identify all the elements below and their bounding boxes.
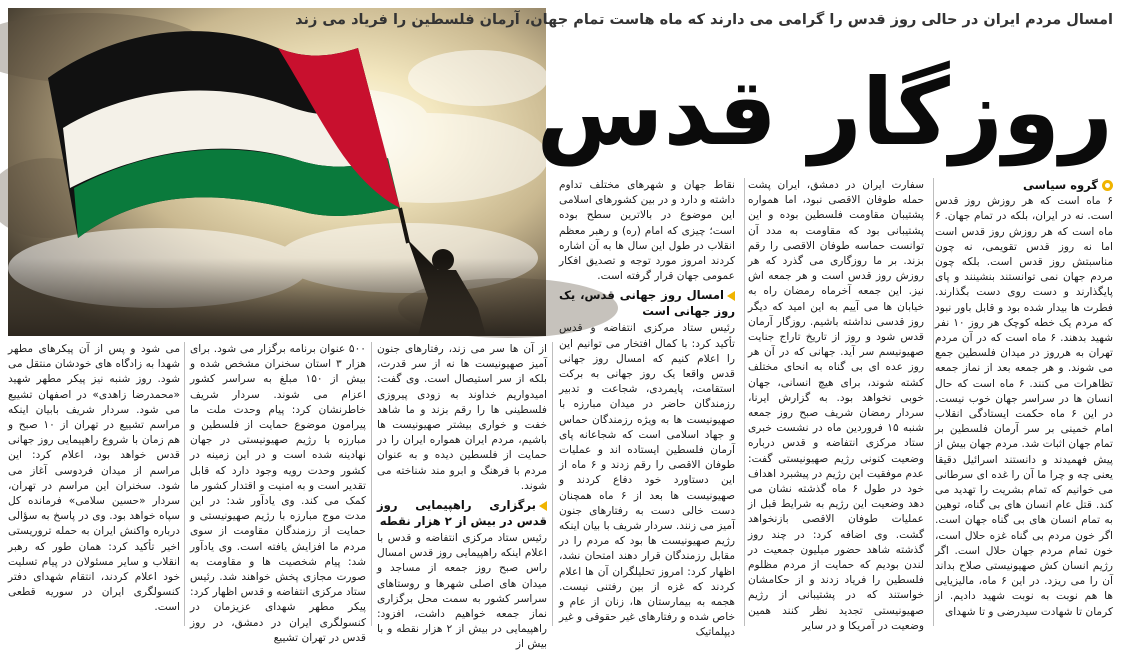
column-3-text-b: رئیس ستاد مرکزی انتفاضه و قدس تأکید کرد: با کمال افتخار می توانیم این را اعلام کنیم که امسال روز جهانی قدس واقعا یک روز جهانی به برکت استقامت، پایمردی، شجاعت و تدبیر رزمندگان حاضر در میدان مبارزه با صهیونیست ها به ویژه رزمندگان حماس و جهاد اسلامی است که شجاعانه پای آرمان فلسطین ایستاده اند و عملیات طوفان الاقصی را رقم زدند و ۶ ماه از این دستاورد خود دفاع کردند و صهیونیست ها بعد از ۶ ماه همچنان دست خالی دست به رفتارهای جنون آمیز می زنند. سردار شریف با بیان اینکه رژیم صهیونیست ها بود که مردم را در مقابل رزمندگان قرار دهند امتحان نشد، اظهار کرد: امروز تحلیلگران آن ها اعلام کردند که غزه از بین رفتنی نیست. هجمه به بیمارستان ها، زنان از عام و خاص شده و رفتارهای غیر حقوقی و غیر دیپلماتیک	[558, 322, 735, 639]
column-2-text: سفارت ایران در دمشق، ایران پشت حمله طوفان الاقصی نبود، اما همواره پشتیبان مقاومت فلسطین بوده و این پشتیبانی بود که مقاومت به مدد آن توانست حماسه طوفان الاقصی را رقم بزند. بر ما روزگاری می گذرد که هر روزش روز قدس است و هر جمعه اش نیز. این جمعه آخرماه رمضان راه به خیابان ها می آییم به این امید که دیگر روز قدسی نداشته باشیم. روزگار آرمان قدس شود و روز از تاریخ تاراج جنایت صهیونیسم سر آید. جهانی که در آن هر روز عده ای بی گناه به انحای مختلف کشته شوند، برای هیچ انسانی، جهان خوبی نخواهد بود. به گزارش ایرنا، سردار رمضان شریف صبح روز جمعه شنبه ۱۵ فروردین ماه در نشست خبری ستاد مرکزی انتفاضه و قدس درباره وضعیت کنونی رژیم صهیونیستی گفت: عدم موفقیت این رژیم در پیشبرد اهداف خود در طول ۶ ماه گذشته نشان می دهد وضعیت این رژیم به شرایط قبل از عملیات طوفان الاقصی بازنخواهد گشت. وی اضافه کرد: در چند روز گذشته شاهد حضور میلیون جمعیت در لندن بودیم که حمایت از مردم مظلوم فلسطین را فریاد زدند و از حکامشان خواستند که در پشتیبانی از رژیم صهیونیستی تجدید نظر کنند همین وضعیت در آمریکا و در سایر	[748, 179, 924, 632]
byline	[935, 178, 1113, 193]
column-3-text: نقاط جهان و شهرهای مختلف تداوم داشته و دارد و در بین کشورهای اسلامی این موضوع در بالاترین سطح بوده است؛ چیزی که امام (ره) و رهبر معظم انقلاب در طول این سال ها به آن اشاره کردند امروز مورد توجه و تصدیق افکار عمومی جهان قرار گرفته است.	[559, 179, 735, 283]
column-1	[935, 178, 1113, 626]
column-divider	[933, 178, 934, 626]
column-1-text: ۶ ماه است که هر روزش روز قدس است. نه در ایران، بلکه در تمام جهان. ۶ ماه است که هر روزش روز قدس است اما نه روز قدس تقویمی، نه چون مناسبتش روز قدس است. بلکه چون مردم جهان نمی توانستند بنشینند و پای پایگذارند و دست روی دست بگذارند. فطرت ها بیدار شده بود و قابل باور نبود که مردم یک خطه کوچک هر روز ۱۰ نفر شهید بدهند. ۶ ماه است که در آن مردم تهران به هرروز در میدان فلسطین جمع می شوند. و هر جمعه بعد از نماز جمعه تظاهرات می کنند. ۶ ماه است که حال انسان ها در سراسر جهان خوب نیست. در این ۶ ماه حکمت ایستادگی انقلاب امام خمینی بر سر آرمان فلسطین بر تمام جهان اثبات شد. مردم جهان بیش از پیش فهمیدند و دانستند اسرائیل دقیقا یعنی چه و چرا ما آن را غده ای سرطانی می خوانیم که تمام بشریت را تهدید می کند. قتل عام انسان های بی گناه، توهین به تمام انسان های بی گناه جهان است. اگر خون مردم بی گناه غزه حلال است، خون تمام مردم جهان حلال است. اگر رژیم انسان کش صهیونیستی صلاح بداند آن را می ریزد. در این ۶ ماه، مالیزیایی ها هم نوبت به نوبت شهید دادیم. از کرمان تا شهادت سیدرضی و تا شهدای	[935, 195, 1114, 618]
column-6	[8, 342, 180, 626]
palestine-flag-photo	[8, 8, 546, 336]
subheading-text: امسال روز جهانی قدس، یک روز جهانی است	[559, 288, 735, 318]
subheading-marker-icon	[727, 291, 735, 301]
column-4	[377, 342, 548, 651]
subheading-text: برگزاری راهپیمایی روز قدس در بیش از ۲ هزار نقطه	[377, 498, 547, 528]
column-2	[748, 178, 924, 632]
byline-text: گروه سیاسی	[1022, 178, 1098, 192]
column-4-text: از آن ها سر می زند، رفتارهای جنون آمیز صهیونیست ها نه از سر قدرت، بلکه از سر استیصال است. وی گفت: امیدواریم خداوند به زودی پیروزی فلسطینی ها را رقم بزند و ما شاهد خفت و خواری بیشتر صهیونیست ها باشیم، مردم ایران همواره ایران را در حمایت از فلسطین دیده و به عنوان مردم با فرهنگ و ابرو مند شناخته می شوند.	[377, 343, 547, 492]
column-3	[558, 178, 735, 639]
headline-kicker: امسال مردم ایران در حالی روز قدس را گرامی می دارند که ماه هاست تمام جهان، آرمان فلسطین را فریاد می زند	[295, 12, 1113, 28]
subheading	[377, 498, 547, 529]
byline-icon	[1102, 180, 1113, 191]
subheading	[559, 288, 735, 319]
column-5-text: ۵۰۰ عنوان برنامه برگزار می شود. برای هزار ۳ استان سخنران مشخص شده و بیش از ۱۵۰ مبلغ به سراسر کشور اعزام می شوند. سردار شریف خاطرنشان کرد: پیام وحدت ملت ما پیرامون موضوع حمایت از فلسطین و مبارزه با رژیم صهیونیستی در جهان نهادینه شده است و در این زمینه در کشور وحدت رویه وجود دارد که قابل تقدیر است و به امنیت و اقتدار کشور ما کمک می کند. وی یادآور شد: در این مدت موج مبارزه با رژیم صهیونیستی و حمایت از رزمندگان مقاومت از سوی مردم ما افزایش یافته است. وی یادآور شد: پیام شخصیت ها و مقاومت به صورت مجازی پخش خواهند شد. رئیس ستاد مرکزی انتفاضه و قدس اظهار کرد: پیکر مطهر شهدای عزیزمان در کنسولگری ایران در دمشق، در روز قدس در تهران تشییع	[190, 343, 367, 644]
subheading-marker-icon	[539, 501, 547, 511]
column-divider	[184, 342, 185, 626]
column-4-text-b: رئیس ستاد مرکزی انتفاضه و قدس با اعلام اینکه راهپیمایی روز قدس امسال راس صبح روز جمعه از مساجد و میدان های اصلی شهرها و روستاهای سراسر کشور به سمت محل برگزاری نماز جمعه خواهیم داشت، افزود: راهپیمایی در بیش از ۲ هزار نقطه و با بیش از	[377, 532, 548, 651]
column-divider	[552, 342, 553, 626]
palestine-flag-icon	[8, 8, 546, 336]
page-headline: روزگار قدس	[536, 59, 1113, 166]
column-divider	[744, 178, 745, 626]
column-6-text: می شود و پس از آن پیکرهای مطهر شهدا به زادگاه های خودشان منتقل می شود. روز شنبه نیز پیکر مطهر شهید «محمدرضا زاهدی» در اصفهان تشییع می شود. سردار شریف بابیان اینکه مراسم تشییع در تهران از ۱۰ صبح و هم زمان با شروع راهپیمایی روز جهانی قدس خواهد بود، اعلام کرد: این مراسم از میدان فردوسی آغاز می شود. سخنران این مراسم در تهران، سردار «حسین سلامی» فرمانده کل سپاه خواهد بود. وی در پاسخ به سؤالی درباره واکنش ایران به حمله تروریستی اخیر تأکید کرد: همان طور که رهبر انقلاب و سایر مسئولان در پیام تسلیت خود اعلام کردند، انتقام شهدای دفتر کنسولگری ایران در سوریه قطعی است.	[8, 343, 180, 614]
column-divider	[371, 342, 372, 626]
column-5	[190, 342, 367, 644]
